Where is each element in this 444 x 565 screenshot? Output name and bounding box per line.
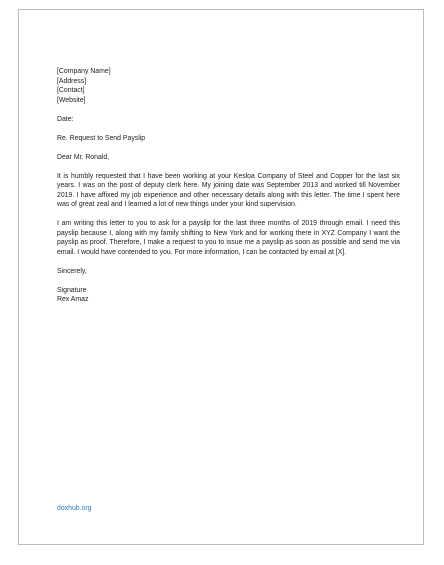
company-website: [Website] [57, 96, 86, 104]
closing: Sincerely, [57, 267, 87, 275]
subject-line: Re. Request to Send Payslip [57, 134, 146, 142]
paragraph-1: It is humbly requested that I have been working at your Kesloa Company of Steel and Copper for the last six years. I was on the post of deputy clerk here. My joining date was September 2013 and worked till November 2019. I have affixed my job experience and other necessary details along with this letter. The time I spent here was of great zeal and I learned a lot of new things under your kind supervision. [57, 172, 400, 208]
date-label: Date: [57, 115, 74, 123]
letter-page [18, 9, 424, 545]
paragraph-2: I am writing this letter to you to ask for a payslip for the last three months of 2019 through email. I need this payslip because I, along with my family shifting to New York and for working there in XYZ Company I want the payslip as proof. Therefore, I make a request to you to issue me a payslip as soon as possible and send me via email. I would have contended to you. For more information, I can be contacted by email at [X]. [57, 220, 400, 256]
footer-link[interactable]: doxhub.org [57, 505, 92, 512]
letter-body [57, 67, 400, 305]
signer-name: Rex Amaz [57, 296, 89, 303]
company-contact: [Contact] [57, 87, 85, 94]
salutation: Dear Mr. Ronald, [57, 153, 110, 161]
company-name: [Company Name] [57, 68, 111, 75]
company-address: [Address] [57, 77, 87, 85]
sender-block [57, 67, 400, 105]
signature-label: Signature [57, 286, 87, 294]
